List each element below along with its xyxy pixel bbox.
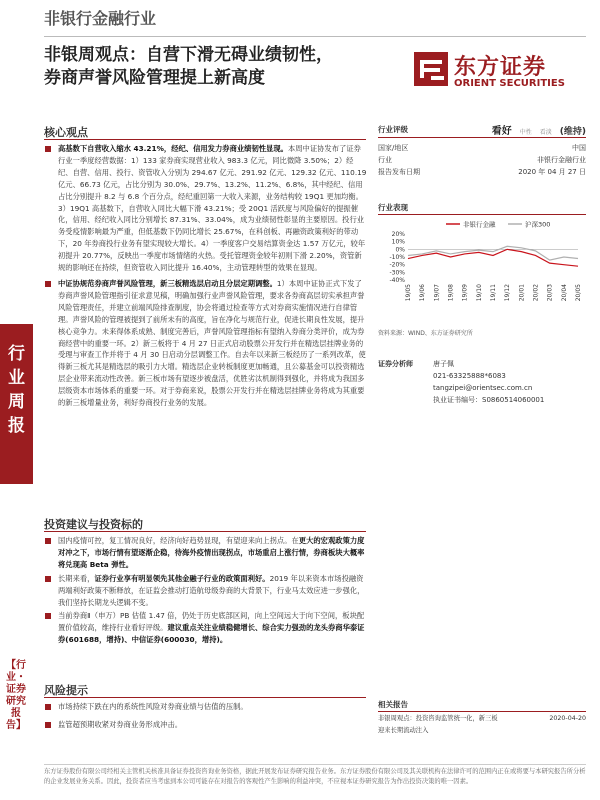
- y-tick-label: 0%: [395, 246, 405, 254]
- bullet-icon: [45, 613, 51, 619]
- bullet-icon: [45, 722, 51, 728]
- disclaimer: 东方证券股份有限公司经相关主管机关核准具备证券投资咨询业务资格，据此开展发布证券研究报告业务。东方证券股份有限公司及其关联机构在法律许可的范围内正在或将要与本研究报告所分析的企业发展业务关系。因此，投资者应当考虑到本公司可能存在对报告的客观性产生影响的利益冲突，不应视本证券研究报告为作出投资决策的唯一因素。: [44, 768, 586, 785]
- related-item[interactable]: [378, 713, 586, 725]
- core-section-title: 核心观点: [44, 126, 88, 139]
- rating-box: [378, 122, 586, 178]
- logo-cn: 东方证券: [454, 55, 547, 80]
- x-tick-label: 20/02: [532, 284, 540, 302]
- rating-neutral: 中性: [519, 129, 532, 136]
- rating-row-value: 非银行金融行业: [537, 156, 586, 164]
- rating-row-value: 2020 年 04 月 27 日: [518, 168, 586, 176]
- y-tick-label: 20%: [391, 231, 405, 238]
- risk-item-1: [44, 701, 368, 713]
- related-item-date: 2020-04-20: [549, 715, 586, 722]
- y-tick-label: -40%: [389, 277, 405, 284]
- logo-mark-icon: [414, 52, 448, 86]
- rating-label: 行业评级: [378, 125, 408, 134]
- risk-body: [44, 701, 368, 731]
- core-para-1: [44, 143, 368, 274]
- advice-section-title: 投资建议与投资标的: [44, 518, 143, 531]
- advice-2-post: 2019 年以来资本市场投融资两端利好政策不断释放，在证监会推动打造航母级券商的大背景下，行业马太效应进一步强化，我们坚持长期龙头逻辑不变。: [58, 573, 365, 607]
- report-tag: 【行业・证券研究报告】: [6, 660, 26, 731]
- bullet-icon: [45, 704, 51, 710]
- analyst-row: [378, 358, 586, 370]
- logo-en: ORIENT SECURITIES: [454, 78, 565, 89]
- risk-item-2-text: 监管超预期收紧对券商业务形成冲击。: [58, 719, 183, 729]
- analyst-email[interactable]: tangzipei@orientsec.com.cn: [433, 384, 533, 392]
- rating-values: [492, 122, 586, 137]
- y-tick-label: -10%: [389, 254, 405, 261]
- analyst-name: 唐子佩: [433, 360, 454, 368]
- related-item-name[interactable]: 非银周观点：投资咨询监管统一化，新三板: [378, 715, 498, 722]
- x-tick-label: 19/06: [419, 284, 427, 302]
- rating-row-key: 报告发布日期: [378, 168, 420, 176]
- related-title: 相关报告: [378, 700, 408, 709]
- industry-name: 非银行金融行业: [44, 9, 157, 28]
- core-section-line: [44, 139, 366, 140]
- bullet-icon: [45, 538, 51, 544]
- advice-body: [44, 535, 368, 646]
- x-tick-label: 20/03: [546, 284, 554, 302]
- rating-head: [378, 122, 586, 138]
- x-tick-label: 19/10: [475, 284, 483, 302]
- analyst-row: [378, 382, 586, 394]
- risk-section-title: 风险提示: [44, 684, 88, 697]
- footer-divider: [44, 764, 586, 765]
- analyst-row: [378, 370, 586, 382]
- report-title: [44, 44, 404, 90]
- x-tick-label: 20/05: [575, 284, 582, 302]
- advice-3-pre: 当前券商Ⅱ（申万）PB 估值 1.47 倍，仍处于历史底部区间，向上空间远大于向下空间，板块配置价值较高，维持行业看好评级。: [58, 611, 365, 633]
- rating-row-value: 中国: [572, 144, 586, 152]
- risk-item-1-text: 市场持续下跌在内的系统性风险对券商业绩与估值的压制。: [58, 702, 248, 711]
- x-tick-label: 19/12: [504, 284, 512, 302]
- core-para-1-text: 本周中证协发布了证券行业一季度经营数据：1）133 家券商实现营业收入 983.3 亿元，同比微降 3.50%；2）经纪、自营、信用、投行、资管收入分别为 294.67 亿元、291.92 亿元、129.32 亿元、110.19 亿元、66.73 亿元，占比分别为 30.0%、29.7%、13.2%、11.2%、6.8%，其中经纪、信用占比分别提升 8.2 与 6.8 个百分点，经纪重回第一大收入来源，业务结构较 19Q1 更加均衡。3）19Q1 高基数下，自营收入同比大幅下滑 43.21%；受 20Q1 活跃度与风险偏好的提振催化，信用、经纪收入同比分别增长 87.31%、33.04%，成为业绩韧性彰显的主要原因。投行业务受疫情影响最为严重，但低基数下仍同比增长 25.67%，在科创板、再融资政策利好的带动下，20 年券商投行业务有望实现较大增长。4）一季度客户交易结算资金达 1.57 万亿元，较年初提升 20.77%，反映出一季度市场情绪的火热。受托管理资金较年初则下滑 2.20%，资管新规的影响还在持续，但资管收入同比提升 16.40%，主动管理转型的效果在显现。: [58, 144, 367, 273]
- advice-1-bold: 更大的宏观政策力度对冲之下，市场行情有望逐渐企稳，待海外疫情出现拐点，市场重启上涨行情，券商板块大概率将兑现高 Beta 弹性。: [58, 536, 365, 569]
- bullet-icon: [45, 576, 51, 582]
- y-tick-label: 10%: [391, 238, 405, 246]
- title-line-1: 非银周观点：自营下滑无碍业绩韧性，: [44, 45, 333, 65]
- analyst-key: [378, 370, 433, 382]
- rating-keep: (维持): [559, 127, 586, 137]
- performance-line: [378, 214, 586, 215]
- title-line-2: 券商声誉风险管理提上新高度: [44, 68, 265, 88]
- analyst-key: [378, 382, 433, 394]
- advice-para-2: [44, 573, 368, 609]
- core-para-1-lead: 高基数下自营收入缩水 43.21%，经纪、信用发力券商业绩韧性显现。: [58, 144, 288, 153]
- performance-chart: [378, 218, 588, 314]
- rating-row: [378, 154, 586, 166]
- y-tick-label: -30%: [389, 269, 405, 277]
- related-line: [378, 711, 586, 712]
- legend-label: 沪深300: [525, 220, 551, 229]
- analyst-row: [378, 394, 586, 406]
- advice-para-3: [44, 610, 368, 646]
- rating-negative: 看淡: [539, 129, 552, 136]
- rating-row-key: 行业: [378, 156, 392, 164]
- performance-title: 行业表现: [378, 203, 408, 212]
- advice-para-1: [44, 535, 368, 571]
- x-tick-label: 19/08: [447, 284, 455, 302]
- analyst-key: 证券分析师: [378, 360, 413, 368]
- analyst-key: [378, 394, 433, 406]
- bullet-icon: [45, 281, 51, 287]
- company-logo: [414, 48, 586, 96]
- x-tick-label: 19/07: [433, 284, 441, 302]
- rating-value: 看好: [491, 126, 512, 137]
- advice-3-bold: 建议重点关注业绩稳健增长、综合实力强劲的龙头券商华泰证券(601688，增持)、中信证券(600030，增持)。: [58, 623, 365, 645]
- x-tick-label: 20/04: [560, 284, 568, 302]
- analyst-phone: 021-63325888*6083: [433, 372, 506, 380]
- analyst-license: 执业证书编号：S0860514060001: [433, 396, 545, 404]
- legend-label: 非银行金融: [463, 220, 496, 229]
- x-tick-label: 19/09: [461, 284, 469, 302]
- advice-1-pre: 国内疫情可控，复工情况良好，经济向好趋势显现，有望迎来向上拐点。在: [58, 536, 299, 545]
- risk-section-line: [44, 697, 366, 698]
- related-item-name[interactable]: 迎来长期流动注入: [378, 727, 429, 734]
- header-divider: [44, 36, 586, 37]
- advice-2-bold: 证券行业享有明显领先其他金融子行业的政策面利好。: [94, 573, 270, 583]
- y-tick-label: -20%: [389, 261, 405, 269]
- advice-section-line: [44, 531, 366, 532]
- analyst-info: [378, 358, 586, 406]
- rating-row-key: 国家/地区: [378, 144, 409, 152]
- rating-row: [378, 142, 586, 154]
- bullet-icon: [45, 146, 51, 152]
- report-type-block: [0, 324, 33, 484]
- advice-2-pre: 长期来看，: [58, 573, 95, 583]
- core-para-2-lead: 中证协规范券商声誉风险管理，新三板精选层启动且分层定期调整。: [58, 278, 277, 288]
- x-tick-label: 19/05: [405, 284, 412, 302]
- x-tick-label: 20/01: [518, 284, 526, 302]
- core-para-2-text: 1）本周中证协正式下发了券商声誉风险管理指引征求意见稿，明确加强行业声誉风险管理，要求各券商高层切实承担声誉风险管理责任，并建立前端风险排查制度，协会将通过检查等方式对券商实施情况进行自律管理。声誉风险的管理被提到了前所未有的高度，旨在净化与规范行业，促进长期良性发展，提升核心竞争力。未来得体系成熟、制度完善后，声誉风险管理指标有望纳入券商分类评价，成为券商经营中的重要一环。2）新三板将于 4 月 27 日正式启动股票公开发行并在精选层挂牌业务的受理与审查工作并将于 4 月 30 日启动分层调整工作。自去年以来新三板经历了一系列改革，使得新三板尤其是精选层的吸引力大增。精选层企业转板制度更加畅通，且公募基金可以投资精选层企业带来流动性改善。新三板市场有望逐步被盘活，优胜劣汰机制得到强化，并将成为我国多层级资本市场体系的重要一环。对于券商来说，股票公开发行并在精选层挂牌业务将成为其重要的新三板增量业务，利好券商投行业务的发展。: [58, 278, 366, 408]
- rating-row: [378, 166, 586, 178]
- related-item[interactable]: [378, 725, 586, 737]
- core-para-2: [44, 278, 368, 409]
- x-tick-label: 19/11: [490, 284, 497, 302]
- core-body: [44, 143, 368, 409]
- related-list: [378, 713, 586, 737]
- risk-item-2: [44, 719, 368, 731]
- chart-source: 资料来源：WIND、东方证券研究所: [378, 330, 473, 337]
- report-type-label: 行业周报: [8, 344, 25, 436]
